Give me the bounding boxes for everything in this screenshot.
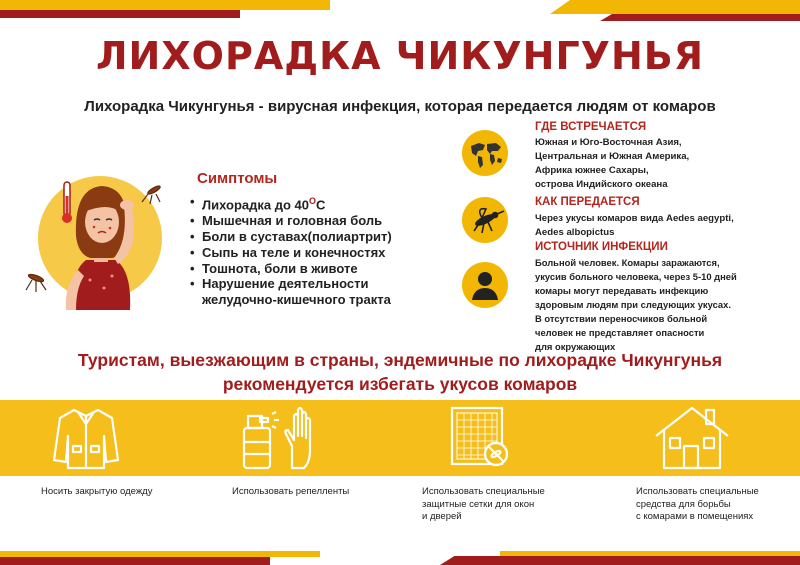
top-left-yellow-stripe — [0, 0, 330, 10]
person-icon — [462, 262, 508, 308]
prevention-label-clothing: Носить закрытую одежду — [41, 486, 153, 497]
where-heading: ГДЕ ВСТРЕЧАЕТСЯ — [535, 121, 647, 133]
tourist-advice: Туристам, выезжающим в страны, эндемичные по лихорадке Чикунгунья рекомендуется избегать укусов комаров — [77, 350, 723, 394]
prevention-label-repellent: Использовать репелленты — [232, 486, 350, 497]
source-heading: ИСТОЧНИК ИНФЕКЦИИ — [535, 241, 668, 253]
mosquito-net-icon — [440, 402, 520, 482]
symptom-item-continuation: желудочно-кишечного тракта — [202, 292, 391, 308]
symptoms-list — [190, 194, 392, 308]
repellent-icon — [230, 402, 310, 482]
mosquito-icon — [462, 197, 508, 243]
top-right-yellow-stripe — [550, 0, 800, 14]
house-icon — [650, 402, 730, 482]
bottom-right-red-stripe — [440, 556, 800, 565]
bottom-right-yellow-stripe — [500, 551, 800, 556]
degree-mark: О — [309, 196, 317, 206]
symptoms-heading: Симптомы — [197, 170, 278, 187]
prevention-label-indoor: Использовать специальные средства для борьбы с комарами в помещениях — [636, 486, 759, 522]
symptom-item: • Мышечная и головная боль — [190, 213, 383, 229]
symptom-item: • Лихорадка до $40^ОС$ — [190, 194, 326, 213]
world-map-icon — [462, 130, 508, 176]
jacket-icon — [46, 402, 126, 482]
where-text: Южная и Юго-Восточная Азия, Центральная и Южная Америка, Африка южнее Сахары, острова Индийского океана — [535, 137, 690, 190]
symptom-item: • Сыпь на теле и конечностях — [190, 244, 386, 260]
symptom-item: • Нарушение деятельности — [190, 276, 369, 292]
sick-woman-illustration — [20, 160, 180, 310]
page-title: ЛИХОРАДКА ЧИКУНГУНЬЯ — [96, 34, 704, 78]
symptom-item: • Тошнота, боли в животе — [190, 260, 358, 276]
transmission-text: Через укусы комаров вида Aedes aegypti, Aedes albopictus — [535, 213, 734, 238]
transmission-heading: КАК ПЕРЕДАЕТСЯ — [535, 196, 640, 208]
source-text: Больной человек. Комары заражаются, укусив больного человека, через 5-10 дней комары могут передавать инфекцию здоровым людям при следующих укусах. В отсутствии переносчиков больной человек не представляет опасности для окружающих — [535, 257, 737, 352]
top-right-red-stripe — [600, 14, 800, 21]
prevention-label-net: Использовать специальные защитные сетки для окон и дверей — [422, 486, 545, 522]
bottom-left-red-stripe — [0, 557, 270, 565]
symptom-item: • Боли в суставах(полиартрит) — [190, 228, 392, 244]
top-left-red-stripe — [0, 10, 240, 18]
page-subtitle: Лихорадка Чикунгунья - вирусная инфекция, которая передается людям от комаров — [84, 98, 716, 115]
